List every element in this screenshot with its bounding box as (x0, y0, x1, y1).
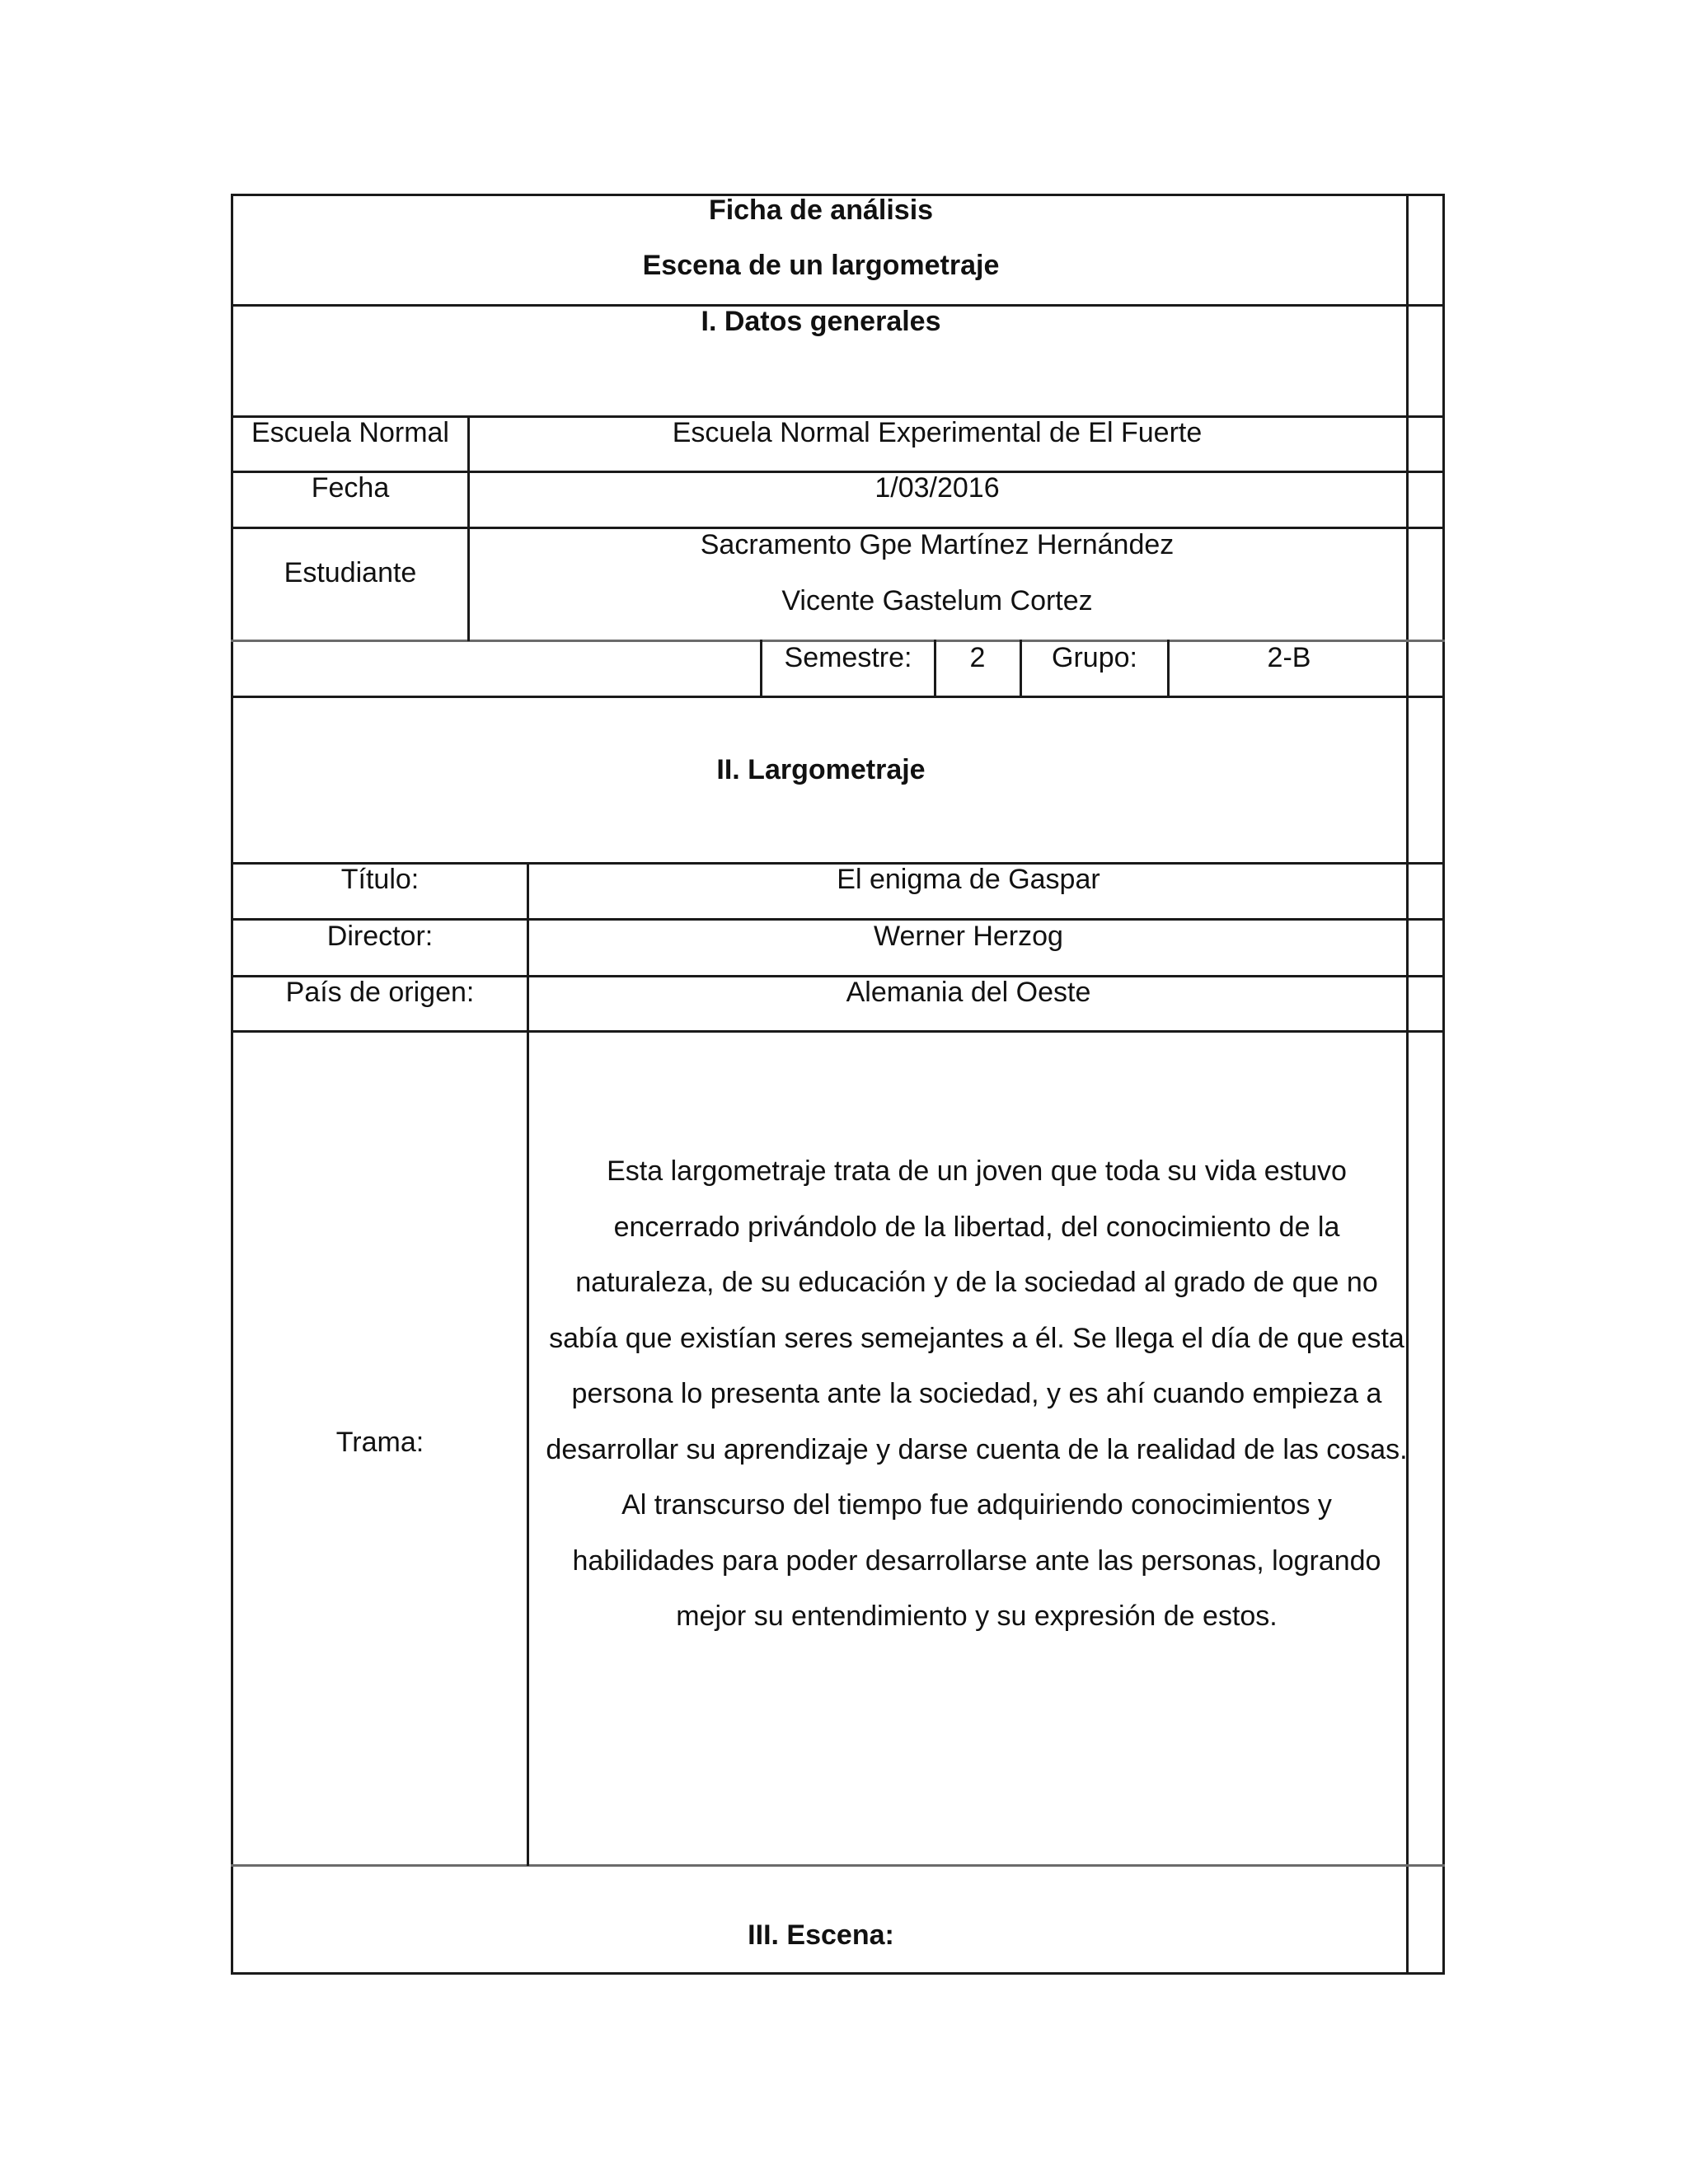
grupo-value: 2-B (1267, 642, 1311, 673)
col-divider (467, 415, 470, 641)
estudiante-value: Vicente Gastelum Cortez (781, 585, 1093, 616)
estudiante-label: Estudiante (284, 557, 417, 588)
grupo-label: Grupo: (1052, 642, 1137, 673)
titulo-value: El enigma de Gaspar (837, 864, 1100, 895)
col-divider (1167, 640, 1170, 697)
estudiante-value: Sacramento Gpe Martínez Hernández (700, 529, 1175, 560)
section-heading-largometraje: II. Largometraje (716, 754, 926, 785)
pais-value: Alemania del Oeste (846, 977, 1091, 1008)
trama-line: Esta largometraje trata de un joven que toda su vida estuvo (607, 1155, 1347, 1187)
semestre-label: Semestre: (784, 642, 912, 673)
row-divider (231, 696, 1445, 698)
trama-line: persona lo presenta ante la sociedad, y es ahí cuando empieza a (571, 1378, 1382, 1409)
trama-line: habilidades para poder desarrollarse ante las personas, logrando (572, 1544, 1381, 1577)
trama-line: naturaleza, de su educación y de la sociedad al grado de que no (575, 1267, 1378, 1298)
sheet-subtitle: Escena de un largometraje (642, 250, 1000, 281)
trama-line: Al transcurso del tiempo fue adquiriendo conocimientos y (621, 1489, 1332, 1521)
escuela-label: Escuela Normal (251, 417, 449, 448)
col-divider (1020, 640, 1022, 697)
col-divider (760, 640, 762, 697)
titulo-label: Título: (340, 864, 420, 895)
table-border-bottom (231, 1972, 1445, 1975)
trama-text (544, 1144, 1409, 1645)
trama-line: mejor su entendimiento y su expresión de estos. (676, 1601, 1278, 1632)
table-border-right (1442, 194, 1445, 1975)
side-strip-divider (1406, 194, 1409, 1975)
director-value: Werner Herzog (874, 921, 1063, 952)
row-divider (231, 1864, 1445, 1867)
pais-label: País de origen: (285, 977, 475, 1008)
trama-line: desarrollar su aprendizaje y darse cuenta de la realidad de las cosas. (546, 1433, 1408, 1465)
trama-line: sabía que existían seres semejantes a él. Se llega el día de que esta (549, 1322, 1404, 1354)
trama-line: encerrado privándolo de la libertad, del conocimiento de la (613, 1211, 1340, 1243)
col-divider (934, 640, 936, 697)
row-divider (231, 471, 1445, 473)
sheet-title: Ficha de análisis (708, 194, 934, 226)
col-divider (527, 862, 529, 1866)
fecha-label: Fecha (311, 472, 390, 504)
director-label: Director: (326, 921, 434, 952)
escuela-value: Escuela Normal Experimental de El Fuerte (672, 417, 1203, 448)
trama-label: Trama: (335, 1427, 424, 1458)
section-heading-datos-generales: I. Datos generales (701, 306, 941, 337)
table-border-left (231, 194, 233, 1975)
semestre-value: 2 (969, 642, 986, 673)
fecha-value: 1/03/2016 (874, 472, 1000, 504)
row-divider (231, 1030, 1445, 1033)
section-heading-escena: III. Escena: (748, 1919, 894, 1951)
